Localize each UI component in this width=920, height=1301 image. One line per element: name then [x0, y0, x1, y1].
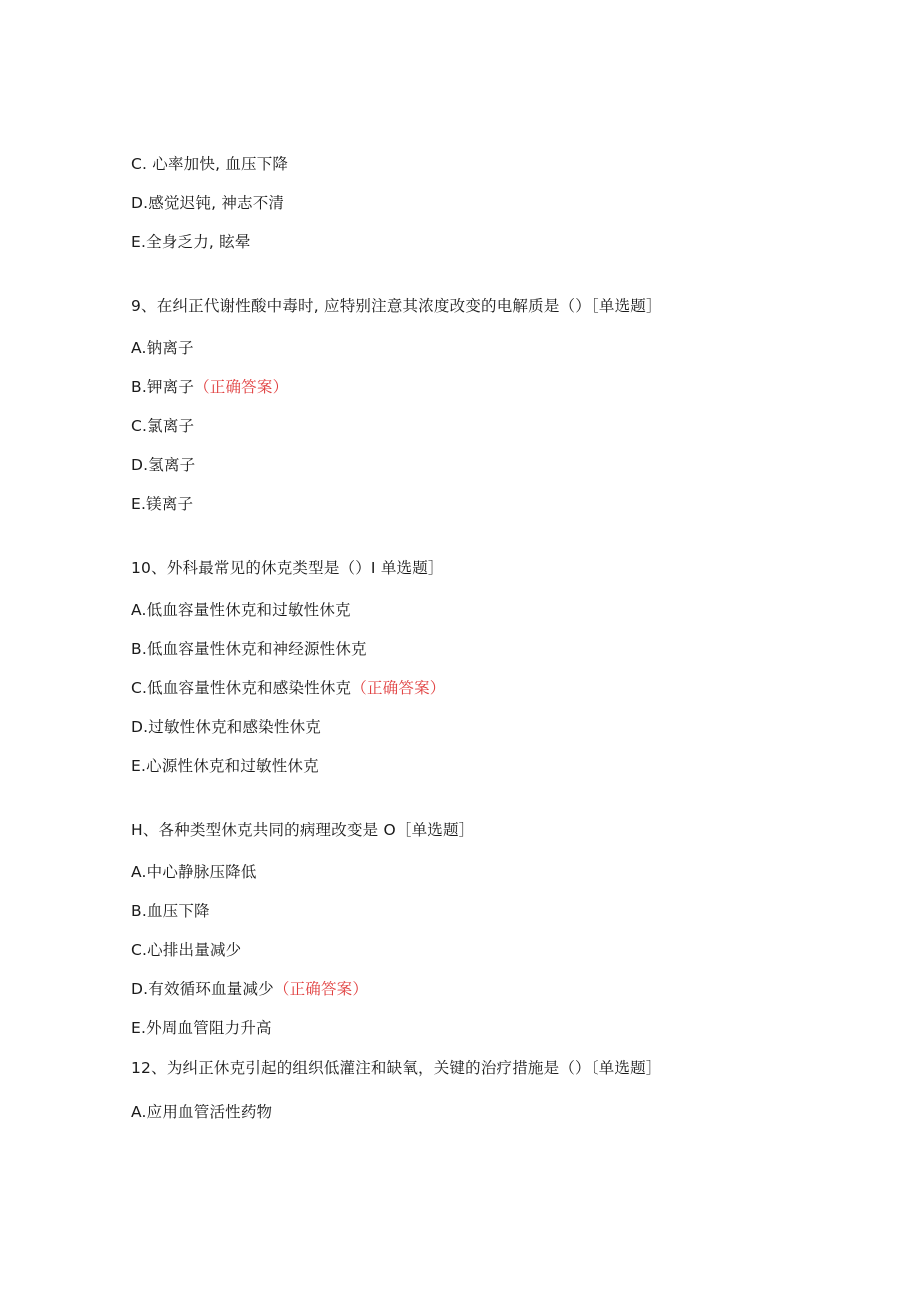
option-q9-b	[131, 377, 288, 397]
correct-answer-mark: （正确答案）	[351, 679, 446, 697]
option-q9-e: E.镁离子	[131, 495, 194, 513]
option-q10-d: D.过敏性休克和感染性休克	[131, 718, 321, 736]
option-q8-e: E.全身乏力, 眩晕	[131, 233, 251, 251]
question-11-title: H、各种类型休克共同的病理改变是 O［单选题］	[131, 821, 475, 839]
option-q11-d-text: D.有效循环血量减少	[131, 980, 274, 998]
option-q11-c: C.心排出量减少	[131, 941, 242, 959]
option-q10-c	[131, 678, 445, 698]
option-q9-d: D.氢离子	[131, 456, 196, 474]
option-q11-e: E.外周血管阻力升高	[131, 1019, 272, 1037]
option-q10-b: B.低血容量性休克和神经源性休克	[131, 640, 367, 658]
option-q12-a: A.应用血管活性药物	[131, 1103, 273, 1121]
option-q11-d	[131, 979, 368, 999]
option-q8-c: C. 心率加快, 血压下降	[131, 155, 289, 173]
correct-answer-mark: （正确答案）	[273, 980, 369, 998]
question-9-title: 9、在纠正代谢性酸中毒时, 应特别注意其浓度改变的电解质是（）［单选题］	[131, 297, 662, 315]
option-q9-c: C.氯离子	[131, 417, 195, 435]
option-q9-a: A.钠离子	[131, 339, 194, 357]
correct-answer-mark: （正确答案）	[194, 378, 289, 396]
option-q10-c-text: C.低血容量性休克和感染性休克	[131, 679, 352, 697]
question-12-title: 12、为纠正休克引起的组织低灌注和缺氧，关键的治疗措施是（）〔单选题］	[131, 1059, 662, 1077]
option-q11-a: A.中心静脉压降低	[131, 863, 257, 881]
option-q9-b-text: B.钾离子	[131, 378, 195, 396]
option-q10-e: E.心源性休克和过敏性休克	[131, 757, 319, 775]
option-q8-d: D.感觉迟钝, 神志不清	[131, 194, 285, 212]
question-10-title: 10、外科最常见的休克类型是（）I 单选题］	[131, 559, 444, 577]
option-q10-a: A.低血容量性休克和过敏性休克	[131, 601, 351, 619]
option-q11-b: B.血压下降	[131, 902, 210, 920]
